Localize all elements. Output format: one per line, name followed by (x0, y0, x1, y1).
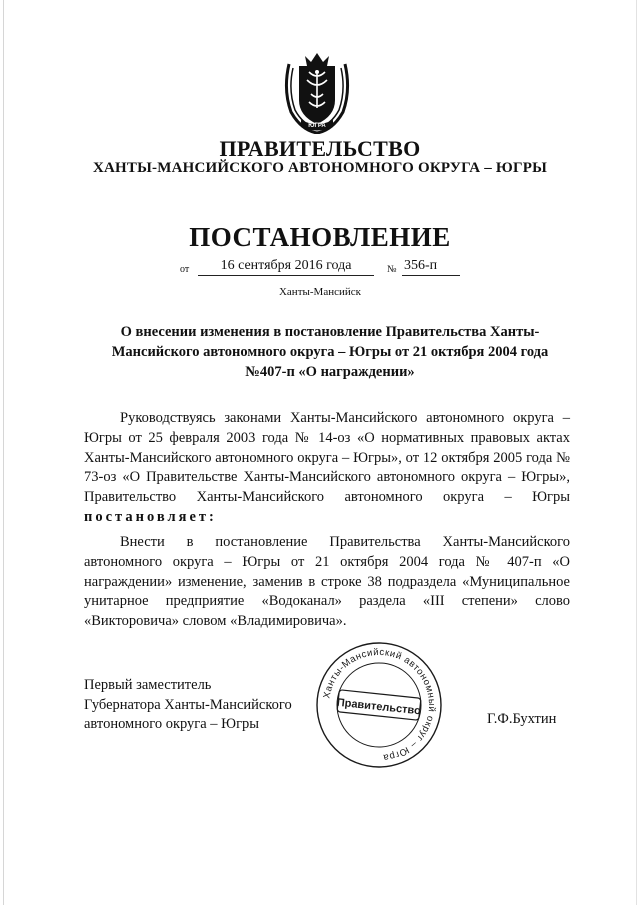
document-type: ПОСТАНОВЛЕНИЕ (189, 222, 451, 252)
signer-name: Г.Ф.Бухтин (487, 711, 557, 727)
seal-ring-text: Ханты-Мансийский автономный округ – Югра (321, 646, 438, 763)
signer-position-line-1: Первый заместитель (84, 677, 212, 693)
date-label: от (180, 264, 190, 275)
resolution-paragraph: Внести в постановление Правительства Ханты-Мансийского автономного округа – Югры от 21 октября 2004 года № 407-п «О награждении» изменение, заменив в строке 38 подраздела «Муниципальное унитарное предприятие «Водоканал» раздела «III степени» слово «Викторовича» словом «Владимировича». (84, 534, 570, 630)
emblem-ribbon-text: ЮГРА (308, 123, 326, 129)
document-subject: О внесении изменения в постановление Правительства Ханты-Мансийского автономного округа – Югры от 21 октября 2004 года №407-п «О награждении» (111, 324, 549, 380)
signer-position-line-3: автономного округа – Югры (84, 716, 260, 732)
signer-position-line-2: Губернатора Ханты-Мансийского (84, 696, 292, 713)
document-number: 356-п (402, 258, 460, 276)
signer-position (84, 676, 292, 735)
resolution-keyword: постановляет: (84, 508, 217, 525)
coat-of-arms-icon (281, 50, 353, 134)
document-date: 16 сентября 2016 года (198, 258, 374, 276)
preamble-paragraph (84, 409, 570, 528)
preamble-text: Руководствуясь законами Ханты-Мансийского автономного округа – Югры от 25 февраля 2003 года № 14-оз «О нормативных правовых актах Ханты-Мансийского автономного округа – Югры», от 12 октября 2005 года № 73-оз «О Правительстве Ханты-Мансийского автономного округа – Югры», Правительство Ханты-Мансийского автономного округа – Югры (84, 410, 570, 506)
number-label: № (387, 264, 397, 275)
city: Ханты-Мансийск (278, 286, 361, 298)
seal-center-text: Правительство (336, 696, 422, 718)
official-seal-stamp (314, 640, 444, 770)
reference-line (180, 258, 470, 280)
government-subtitle: ХАНТЫ-МАНСИЙСКОГО АВТОНОМНОГО ОКРУГА – ЮГРЫ (92, 160, 547, 176)
government-title: ПРАВИТЕЛЬСТВО (219, 136, 421, 161)
